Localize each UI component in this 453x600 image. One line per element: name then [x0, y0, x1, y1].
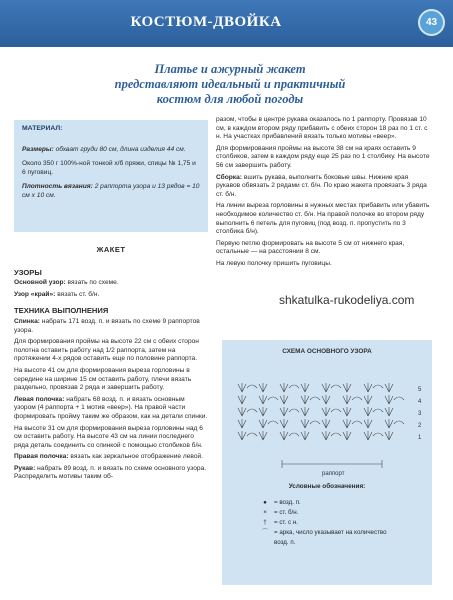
- paragraph: Для формирования проймы на высоте 22 см с обеих сторон полотна оставить работу над 1/2 раппорта, затем на протяжении 4-х рядов оставить еще по половине раппорта.: [14, 338, 199, 363]
- chain-arc: [352, 421, 362, 424]
- paragraph: На высоте 41 см для формирования выреза горловины в середине на ширине 15 см оставить работу, плечи вязать раздельно, провязав 2 ряда и завершить работу.: [14, 366, 192, 392]
- pattern-item: Основной узор: вязать по схеме.: [14, 279, 119, 287]
- pattern-item: Узор «край»: вязать ст. б/н.: [14, 290, 100, 298]
- page-title: КОСТЮМ-ДВОЙКА: [130, 14, 282, 30]
- paragraph: Левая полочка: набрать 68 возд. п. и вязать основным узором (4 раппорта + 1 мотив «веер»). На правой части формировать пройму таким же образом, как на детали спинки.: [14, 395, 208, 420]
- page-header: [0, 0, 453, 47]
- row-number: 1: [418, 435, 422, 441]
- stitch-fan: [238, 395, 246, 404]
- watermark: shkatulka-rukodeliya.com: [279, 293, 415, 307]
- stitch-fan: [385, 419, 393, 428]
- stitch-fan: [280, 383, 288, 392]
- row-number: 4: [418, 399, 422, 405]
- stitch-fan: [364, 407, 372, 416]
- headline-line-1: Платье и ажурный жакет: [154, 62, 306, 76]
- stitch-fan: [343, 431, 351, 440]
- headline-line-3: костюм для любой погоды: [156, 92, 304, 106]
- stitch-fan: [385, 383, 393, 392]
- chart-title: СХЕМА ОСНОВНОГО УЗОРА: [282, 348, 372, 355]
- stitch-fan: [364, 383, 372, 392]
- stitch-diagram: [222, 360, 432, 495]
- stitch-fan: [322, 431, 330, 440]
- paragraph: На высоте 31 см для формирования выреза горловины над 6 см оставить работу. На высоте 43 см на линии последнего ряда деталь соединить со спинкой с помощью столбиков б/н.: [14, 424, 203, 449]
- density-text: Плотность вязания: 2 раппорта узора и 13 рядов = 10 см х 10 см.: [22, 183, 200, 199]
- stitch-fan: [280, 395, 288, 404]
- sizes-text: Размеры: обхват груди 80 см, длина изделия 44 см.: [22, 145, 186, 153]
- legend-item: ● = возд. п.: [263, 499, 301, 506]
- stitch-fan: [322, 419, 330, 428]
- row-number: 2: [418, 423, 422, 429]
- row-number: 3: [418, 411, 422, 417]
- legend-item: ⌒ = арка, число указывает на количество возд. п.: [261, 529, 387, 546]
- paragraph: Первую петлю формировать на высоте 5 см от нижнего края, остальные — на расстоянии 8 см.: [216, 239, 405, 256]
- stitch-fan: [322, 407, 330, 416]
- stitch-fan: [385, 395, 393, 404]
- stitch-fan: [280, 407, 288, 416]
- yarn-text: Около 350 г 100%-ной тонкой х/б пряжи, спицы № 1,75 и 6 пуговиц.: [22, 160, 196, 176]
- stitch-fan: [280, 419, 288, 428]
- stitch-fan: [343, 395, 351, 404]
- chain-arc: [331, 409, 341, 412]
- stitch-fan: [259, 431, 267, 440]
- chain-arc: [289, 409, 299, 412]
- chain-arc: [289, 433, 299, 436]
- stitch-fan: [301, 407, 309, 416]
- chain-arc: [352, 397, 362, 400]
- stitch-fan: [322, 383, 330, 392]
- chain-arc: [289, 385, 299, 388]
- chain-arc: [247, 385, 257, 388]
- stitch-fan: [343, 407, 351, 416]
- paragraph: Правая полочка: вязать как зеркальное отображение левой.: [14, 453, 203, 461]
- material-label: МАТЕРИАЛ:: [22, 125, 63, 132]
- chain-arc: [394, 421, 404, 424]
- paragraph: На левую полочку пришить пуговицы.: [216, 259, 332, 267]
- stitch-fan: [259, 395, 267, 404]
- stitch-fan: [343, 419, 351, 428]
- chain-arc: [268, 397, 278, 400]
- chain-arc: [310, 397, 320, 400]
- stitch-fan: [301, 431, 309, 440]
- chain-arc: [247, 409, 257, 412]
- pattern-chart: [222, 340, 432, 585]
- stitch-fan: [364, 431, 372, 440]
- section-title-jacket: ЖАКЕТ: [96, 245, 126, 254]
- chain-arc: [394, 397, 404, 400]
- paragraph: Для формирования проймы на высоте 38 см на краях оставить 9 столбиков, затем в каждом ряду еще 25 раз по 1 столбику. На высоте 56 см завершить работу.: [216, 144, 430, 169]
- stitch-fan: [322, 395, 330, 404]
- stitch-fan: [259, 383, 267, 392]
- chain-arc: [310, 421, 320, 424]
- rapport-label: раппорт: [322, 471, 345, 477]
- technique-heading: ТЕХНИКА ВЫПОЛНЕНИЯ: [14, 306, 109, 316]
- stitch-fan: [301, 395, 309, 404]
- stitch-fan: [238, 419, 246, 428]
- stitch-fan: [301, 419, 309, 428]
- patterns-heading: УЗОРЫ: [14, 267, 42, 277]
- headline: [100, 62, 360, 107]
- right-column: [216, 116, 432, 272]
- stitch-fan: [259, 419, 267, 428]
- chain-arc: [373, 409, 383, 412]
- chain-arc: [331, 433, 341, 436]
- paragraph: На линии выреза горловины в нужных местах прибавить или убавить необходимое количество ст. б/н. На правой полочке во втором ряду выполнить 6 петель для пуговиц (под возд. п. пропустить по 3 столбика б/н).: [216, 202, 430, 236]
- chain-arc: [268, 421, 278, 424]
- chain-arc: [373, 433, 383, 436]
- stitch-fan: [238, 431, 246, 440]
- stitch-fan: [280, 431, 288, 440]
- legend-item: × = ст. б/н.: [263, 509, 299, 516]
- stitch-fan: [343, 383, 351, 392]
- stitch-fan: [238, 407, 246, 416]
- row-number: 5: [418, 387, 422, 393]
- legend-title: Условные обозначения:: [288, 483, 366, 490]
- paragraph: разом, чтобы в центре рукава оказалось по 1 раппорту. Провязав 10 см, в каждом втором ряду прибавить с обеих сторон 18 раз по 1 ст. с н. На участках прибавлений вязать только мотивы «веер».: [216, 116, 428, 141]
- page-number-badge: 43: [418, 9, 445, 36]
- paragraph: Рукав: набрать 89 возд. п. и вязать по схеме основного узора. Распределить мотивы таким об-: [14, 464, 207, 481]
- stitch-fan: [364, 419, 372, 428]
- stitch-fan: [259, 407, 267, 416]
- left-column: [14, 120, 208, 485]
- legend-item: † = ст. с н.: [263, 519, 298, 526]
- material-box: [14, 120, 208, 232]
- stitch-fan: [385, 431, 393, 440]
- chain-arc: [247, 433, 257, 436]
- paragraph: Сборка: вшить рукава, выполнить боковые швы. Нижние края рукавов обвязать 2 рядами ст. б/н. По краю жакета провязать 3 ряда ст. б/н.: [216, 173, 427, 198]
- paragraph: Спинка: набрать 171 возд. п. и вязать по схеме 9 раппортов узора.: [14, 317, 200, 334]
- legend: [260, 498, 394, 548]
- headline-line-2: представляют идеальный и практичный: [114, 77, 346, 91]
- stitch-fan: [301, 383, 309, 392]
- chain-arc: [373, 385, 383, 388]
- stitch-fan: [364, 395, 372, 404]
- stitch-fan: [385, 407, 393, 416]
- stitch-fan: [238, 383, 246, 392]
- chain-arc: [331, 385, 341, 388]
